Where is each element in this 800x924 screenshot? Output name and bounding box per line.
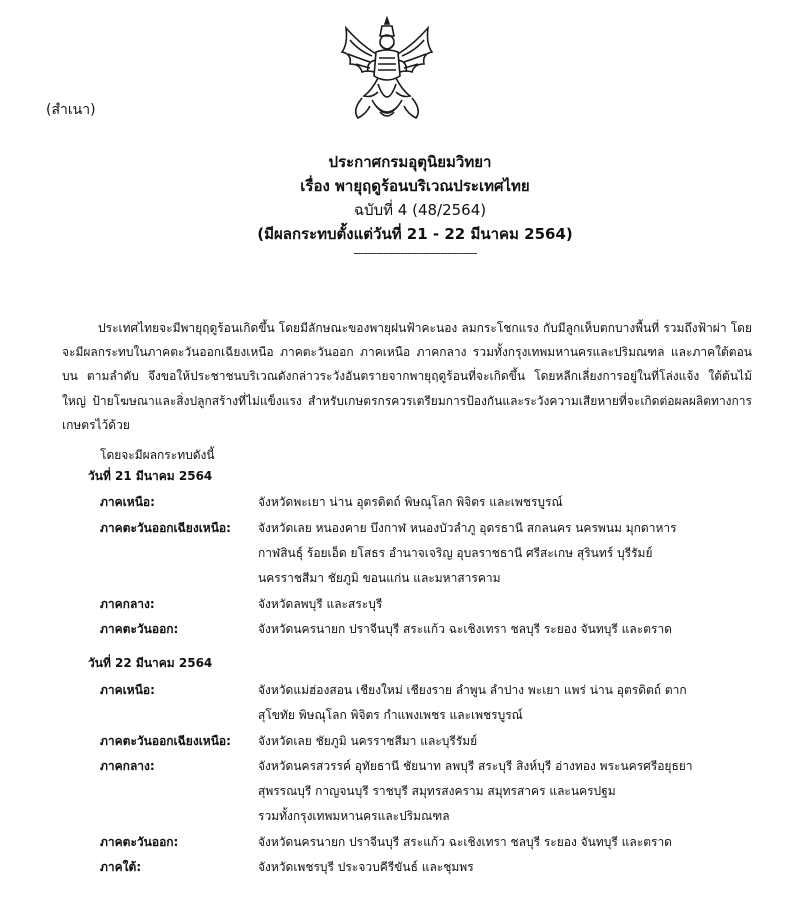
day-2-central-provinces-2: สุพรรณบุรี กาญจนบุรี ราชบุรี สมุทรสงคราม สมุทรสาคร และนครปฐม bbox=[258, 784, 616, 798]
day-1-north-provinces: จังหวัดพะเยา น่าน อุตรดิตถ์ พิษณุโลก พิจิตร และเพชรบูรณ์ bbox=[258, 495, 563, 509]
announcement-title: ประกาศกรมอุตุนิยมวิทยา bbox=[328, 153, 492, 171]
day-2-region-central: ภาคกลาง: bbox=[100, 759, 155, 773]
day-2-north-provinces-1: จังหวัดแม่ฮ่องสอน เชียงใหม่ เชียงราย ลำพูน ลำปาง พะเยา แพร่ น่าน อุตรดิตถ์ ตาก bbox=[258, 683, 687, 697]
day-2-region-northeast: ภาคตะวันออกเฉียงเหนือ: bbox=[100, 734, 231, 748]
day-1-date: วันที่ 21 มีนาคม 2564 bbox=[88, 469, 213, 483]
impact-intro: โดยจะมีผลกระทบดังนี้ bbox=[100, 448, 215, 462]
day-1-east-provinces: จังหวัดนครนายก ปราจีนบุรี สระแก้ว ฉะเชิงเทรา ชลบุรี ระยอง จันทบุรี และตราด bbox=[258, 622, 672, 636]
day-1-central-provinces: จังหวัดลพบุรี และสระบุรี bbox=[258, 597, 383, 611]
day-2-region-east: ภาคตะวันออก: bbox=[100, 835, 179, 849]
garuda-emblem-icon bbox=[332, 14, 442, 132]
day-1-region-north: ภาคเหนือ: bbox=[100, 495, 155, 509]
header-divider: ------------------------------------- bbox=[353, 246, 477, 260]
day-2-region-north: ภาคเหนือ: bbox=[100, 683, 155, 697]
day-2-central-provinces-1: จังหวัดนครสวรรค์ อุทัยธานี ชัยนาท ลพบุรี สระบุรี สิงห์บุรี อ่างทอง พระนครศรีอยุธยา bbox=[258, 759, 693, 773]
day-1-northeast-provinces-3: นครราชสีมา ชัยภูมิ ขอนแก่น และมหาสารคาม bbox=[258, 571, 501, 585]
day-2-northeast-provinces: จังหวัดเลย ชัยภูมิ นครราชสีมา และบุรีรัมย์ bbox=[258, 734, 478, 748]
day-2-east-provinces: จังหวัดนครนายก ปราจีนบุรี สระแก้ว ฉะเชิงเทรา ชลบุรี ระยอง จันทบุรี และตราด bbox=[258, 835, 672, 849]
body-text: ประเทศไทยจะมีพายุฤดูร้อนเกิดขึ้น โดยมีลักษณะของพายุฝนฟ้าคะนอง ลมกระโชกแรง กับมีลูกเห็บตกบางพื้นที่ รวมถึงฟ้าผ่า โดยจะมีผลกระทบในภาคตะวันออกเฉียงเหนือ ภาคตะวันออก ภาคเหนือ ภาคกลาง รวมทั้งกรุงเทพมหานครและปริมณฑล และภาคใต้ตอนบน ตามลำดับ จึงขอให้ประชาชนบริเวณดังกล่าวระวังอันตรายจากพายุฤดูร้อนที่จะเกิดขึ้น โดยหลีกเลี่ยงการอยู่ในที่โล่งแจ้ง ใต้ต้นไม้ใหญ่ ป้ายโฆษณาและสิ่งปลูกสร้างที่ไม่แข็งแรง สำหรับเกษตรกรควรเตรียมการป้องกันและระวังความเสียหายที่จะเกิดต่อผลผลิตทางการเกษตรไว้ด้วย bbox=[62, 321, 752, 432]
announcement-issue: ฉบับที่ 4 (48/2564) bbox=[353, 201, 487, 219]
announcement-header bbox=[0, 150, 800, 260]
day-2-central-provinces-3: รวมทั้งกรุงเทพมหานครและปริมณฑล bbox=[258, 809, 450, 823]
day-2-date: วันที่ 22 มีนาคม 2564 bbox=[88, 656, 213, 670]
day-1-region-central: ภาคกลาง: bbox=[100, 597, 155, 611]
copy-label: (สำเนา) bbox=[46, 102, 96, 118]
day-2-region-south: ภาคใต้: bbox=[100, 860, 142, 874]
announcement-subject: เรื่อง พายุฤดูร้อนบริเวณประเทศไทย bbox=[300, 177, 530, 195]
day-1-region-east: ภาคตะวันออก: bbox=[100, 622, 179, 636]
day-1-northeast-provinces-1: จังหวัดเลย หนองคาย บึงกาฬ หนองบัวลำภู อุดรธานี สกลนคร นครพนม มุกดาหาร bbox=[258, 521, 677, 535]
day-1-region-northeast: ภาคตะวันออกเฉียงเหนือ: bbox=[100, 521, 231, 535]
day-2-south-provinces: จังหวัดเพชรบุรี ประจวบคีรีขันธ์ และชุมพร bbox=[258, 860, 474, 874]
day-2-north-provinces-2: สุโขทัย พิษณุโลก พิจิตร กำแพงเพชร และเพชรบูรณ์ bbox=[258, 708, 523, 722]
announcement-effective-dates: (มีผลกระทบตั้งแต่วันที่ 21 - 22 มีนาคม 2564) bbox=[257, 225, 573, 243]
announcement-body bbox=[62, 316, 752, 437]
day-1-northeast-provinces-2: กาฬสินธุ์ ร้อยเอ็ด ยโสธร อำนาจเจริญ อุบลราชธานี ศรีสะเกษ สุรินทร์ บุรีรัมย์ bbox=[258, 546, 653, 560]
